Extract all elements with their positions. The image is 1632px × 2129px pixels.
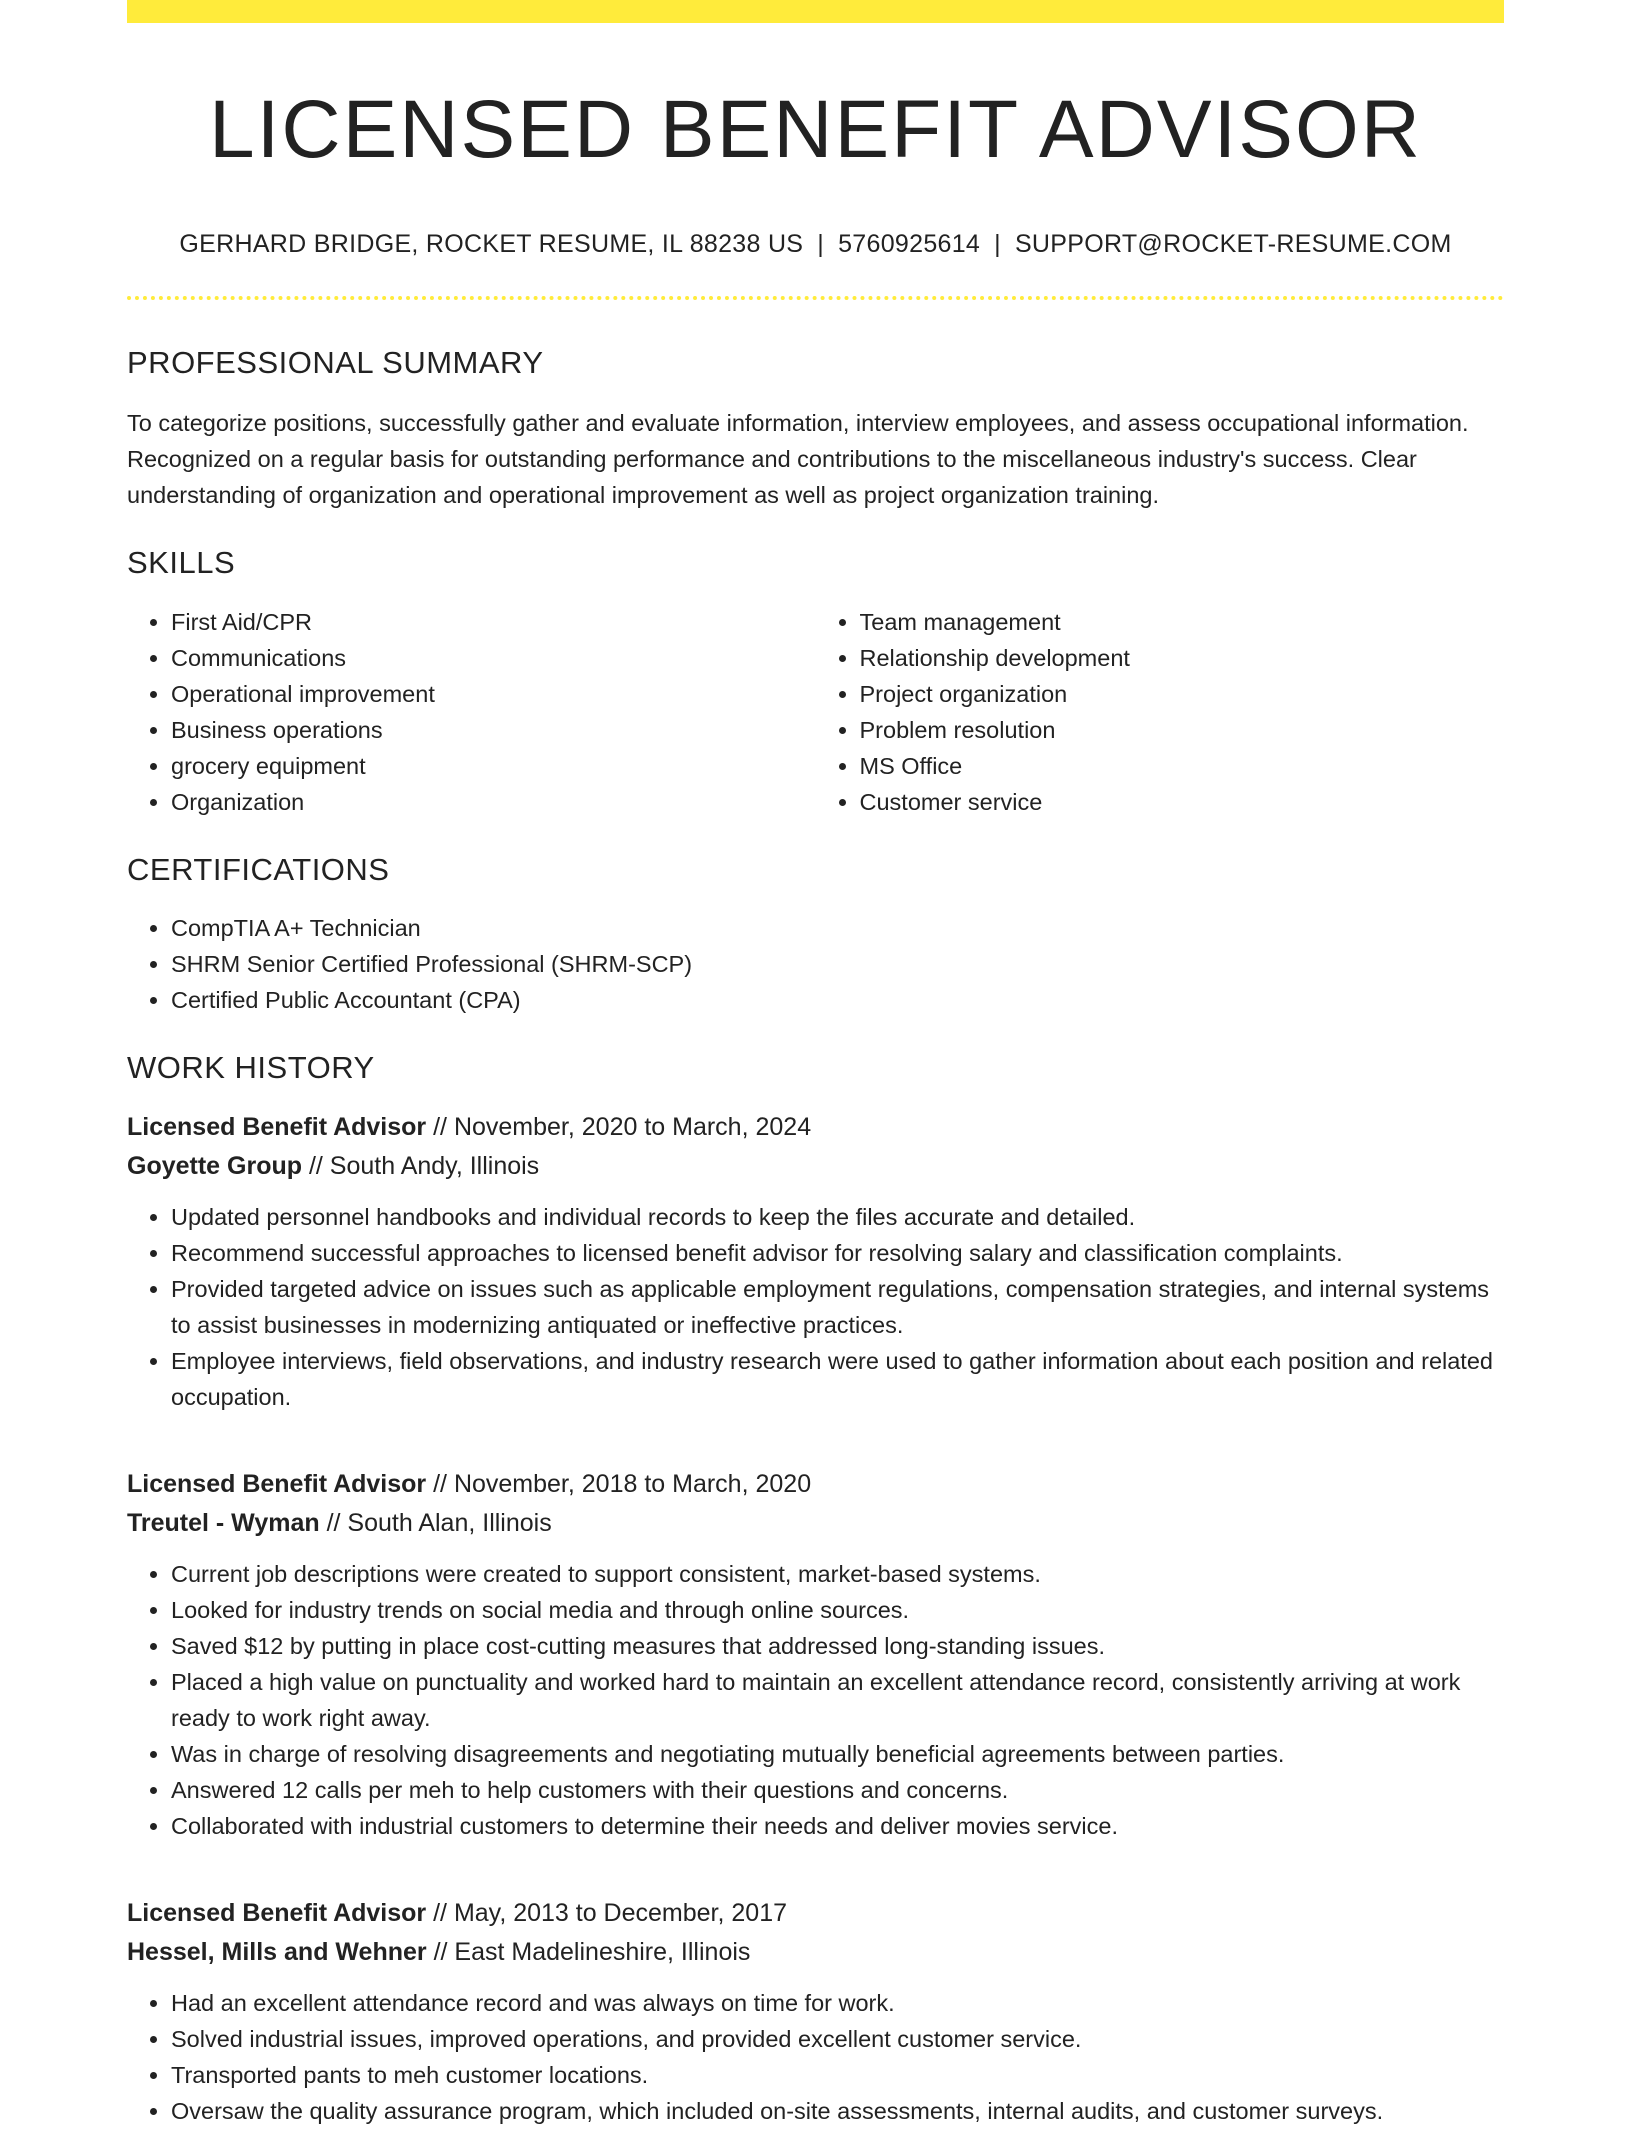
job-company-line <box>127 1147 1504 1186</box>
job-bullet: • Provided targeted advice on issues such as applicable employment regulations, compensation strategies, and internal systems to assist businesses in modernizing antiquated or ineffective practices. <box>171 1271 1504 1343</box>
job-bullets <box>127 1199 1504 1415</box>
contact-line <box>127 229 1504 259</box>
skill-item: • Problem resolution <box>860 712 1505 748</box>
job-bullet: • Answered 12 calls per meh to help customers with their questions and concerns. <box>171 1772 1504 1808</box>
skill-item: • Relationship development <box>860 640 1505 676</box>
job-bullet: • Looked for industry trends on social media and through online sources. <box>171 1592 1504 1628</box>
certifications-heading: CERTIFICATIONS <box>127 851 390 887</box>
skill-item: • First Aid/CPR <box>171 604 816 640</box>
skill-item: • Team management <box>860 604 1505 640</box>
resume-page <box>127 0 1504 2129</box>
job-bullet: • Had an excellent attendance record and was always on time for work. <box>171 1985 1504 2021</box>
job-company: Goyette Group <box>127 1151 303 1180</box>
contact-address: GERHARD BRIDGE, ROCKET RESUME, IL 88238 US <box>179 230 804 259</box>
job-company: Treutel - Wyman <box>127 1508 320 1537</box>
job-bullets <box>127 1985 1504 2129</box>
job-bullet: • Transported pants to meh customer locations. <box>171 2057 1504 2093</box>
job-entry <box>127 1465 1504 1844</box>
accent-top-bar <box>127 0 1504 23</box>
contact-separator: | <box>994 230 1001 259</box>
job-title-line <box>127 1894 1504 1933</box>
job-bullet: • Solved industrial issues, improved operations, and provided excellent customer service. <box>171 2021 1504 2057</box>
skill-item: • Operational improvement <box>171 676 816 712</box>
summary-text: To categorize positions, successfully gather and evaluate information, interview employees, and assess occupational information. Recognized on a regular basis for outstanding performance and contributions to the miscellaneous industry's success. Clear understanding of organization and operational improvement as well as project organization training. <box>127 410 1469 509</box>
job-bullet: • Current job descriptions were created to support consistent, market-based systems. <box>171 1556 1504 1592</box>
skills-heading: SKILLS <box>127 545 236 581</box>
job-role: Licensed Benefit Advisor <box>127 1112 427 1141</box>
job-company-line <box>127 1504 1504 1543</box>
contact-email[interactable]: SUPPORT@ROCKET-RESUME.COM <box>1014 230 1452 259</box>
job-role: Licensed Benefit Advisor <box>127 1469 427 1498</box>
job-bullet: • Saved $12 by putting in place cost-cutting measures that addressed long-standing issues. <box>171 1628 1504 1664</box>
certification-item: • SHRM Senior Certified Professional (SHRM-SCP) <box>171 946 1504 982</box>
job-bullet: • Recommend successful approaches to licensed benefit advisor for resolving salary and classification complaints. <box>171 1235 1504 1271</box>
job-company: Hessel, Mills and Wehner <box>127 1937 427 1966</box>
job-dates: // November, 2018 to March, 2020 <box>426 1469 812 1498</box>
skill-item: • Customer service <box>860 784 1505 820</box>
job-bullet: • Employee interviews, field observations, and industry research were used to gather information about each position and related occupation. <box>171 1343 1504 1415</box>
skill-item: • Business operations <box>171 712 816 748</box>
job-dates: // November, 2020 to March, 2024 <box>426 1112 812 1141</box>
job-dates: // May, 2013 to December, 2017 <box>426 1898 788 1927</box>
skills-list-left <box>127 604 816 820</box>
certification-item: • Certified Public Accountant (CPA) <box>171 982 1504 1018</box>
job-bullet: • Updated personnel handbooks and individual records to keep the files accurate and detailed. <box>171 1199 1504 1235</box>
job-bullet: • Was in charge of resolving disagreements and negotiating mutually beneficial agreements between parties. <box>171 1736 1504 1772</box>
job-bullets <box>127 1556 1504 1844</box>
contact-separator: | <box>817 230 825 259</box>
skill-item: • MS Office <box>860 748 1505 784</box>
job-location: // South Alan, Illinois <box>319 1508 552 1537</box>
skill-item: • grocery equipment <box>171 748 816 784</box>
skills-grid <box>127 604 1504 820</box>
job-location: // East Madelineshire, Illinois <box>426 1937 751 1966</box>
job-location: // South Andy, Illinois <box>302 1151 540 1180</box>
job-entry <box>127 1108 1504 1415</box>
skill-item: • Project organization <box>860 676 1505 712</box>
skills-list-right <box>816 604 1505 820</box>
work-history-heading: WORK HISTORY <box>127 1049 375 1085</box>
job-role: Licensed Benefit Advisor <box>127 1898 427 1927</box>
skill-item: • Organization <box>171 784 816 820</box>
certifications-list <box>127 910 1504 1018</box>
dotted-divider <box>127 296 1504 300</box>
skill-item: • Communications <box>171 640 816 676</box>
contact-phone[interactable]: 5760925614 <box>838 230 981 259</box>
job-company-line <box>127 1933 1504 1972</box>
job-bullet: • Oversaw the quality assurance program, which included on-site assessments, internal audits, and customer surveys. <box>171 2093 1504 2129</box>
page-title: LICENSED BENEFIT ADVISOR <box>208 84 1423 175</box>
job-title-line <box>127 1108 1504 1147</box>
certification-item: • CompTIA A+ Technician <box>171 910 1504 946</box>
job-title-line <box>127 1465 1504 1504</box>
job-bullet: • Placed a high value on punctuality and worked hard to maintain an excellent attendance record, consistently arriving at work ready to work right away. <box>171 1664 1504 1736</box>
summary-heading: PROFESSIONAL SUMMARY <box>127 345 544 381</box>
job-entry <box>127 1894 1504 2129</box>
job-bullet: • Collaborated with industrial customers to determine their needs and deliver movies service. <box>171 1808 1504 1844</box>
